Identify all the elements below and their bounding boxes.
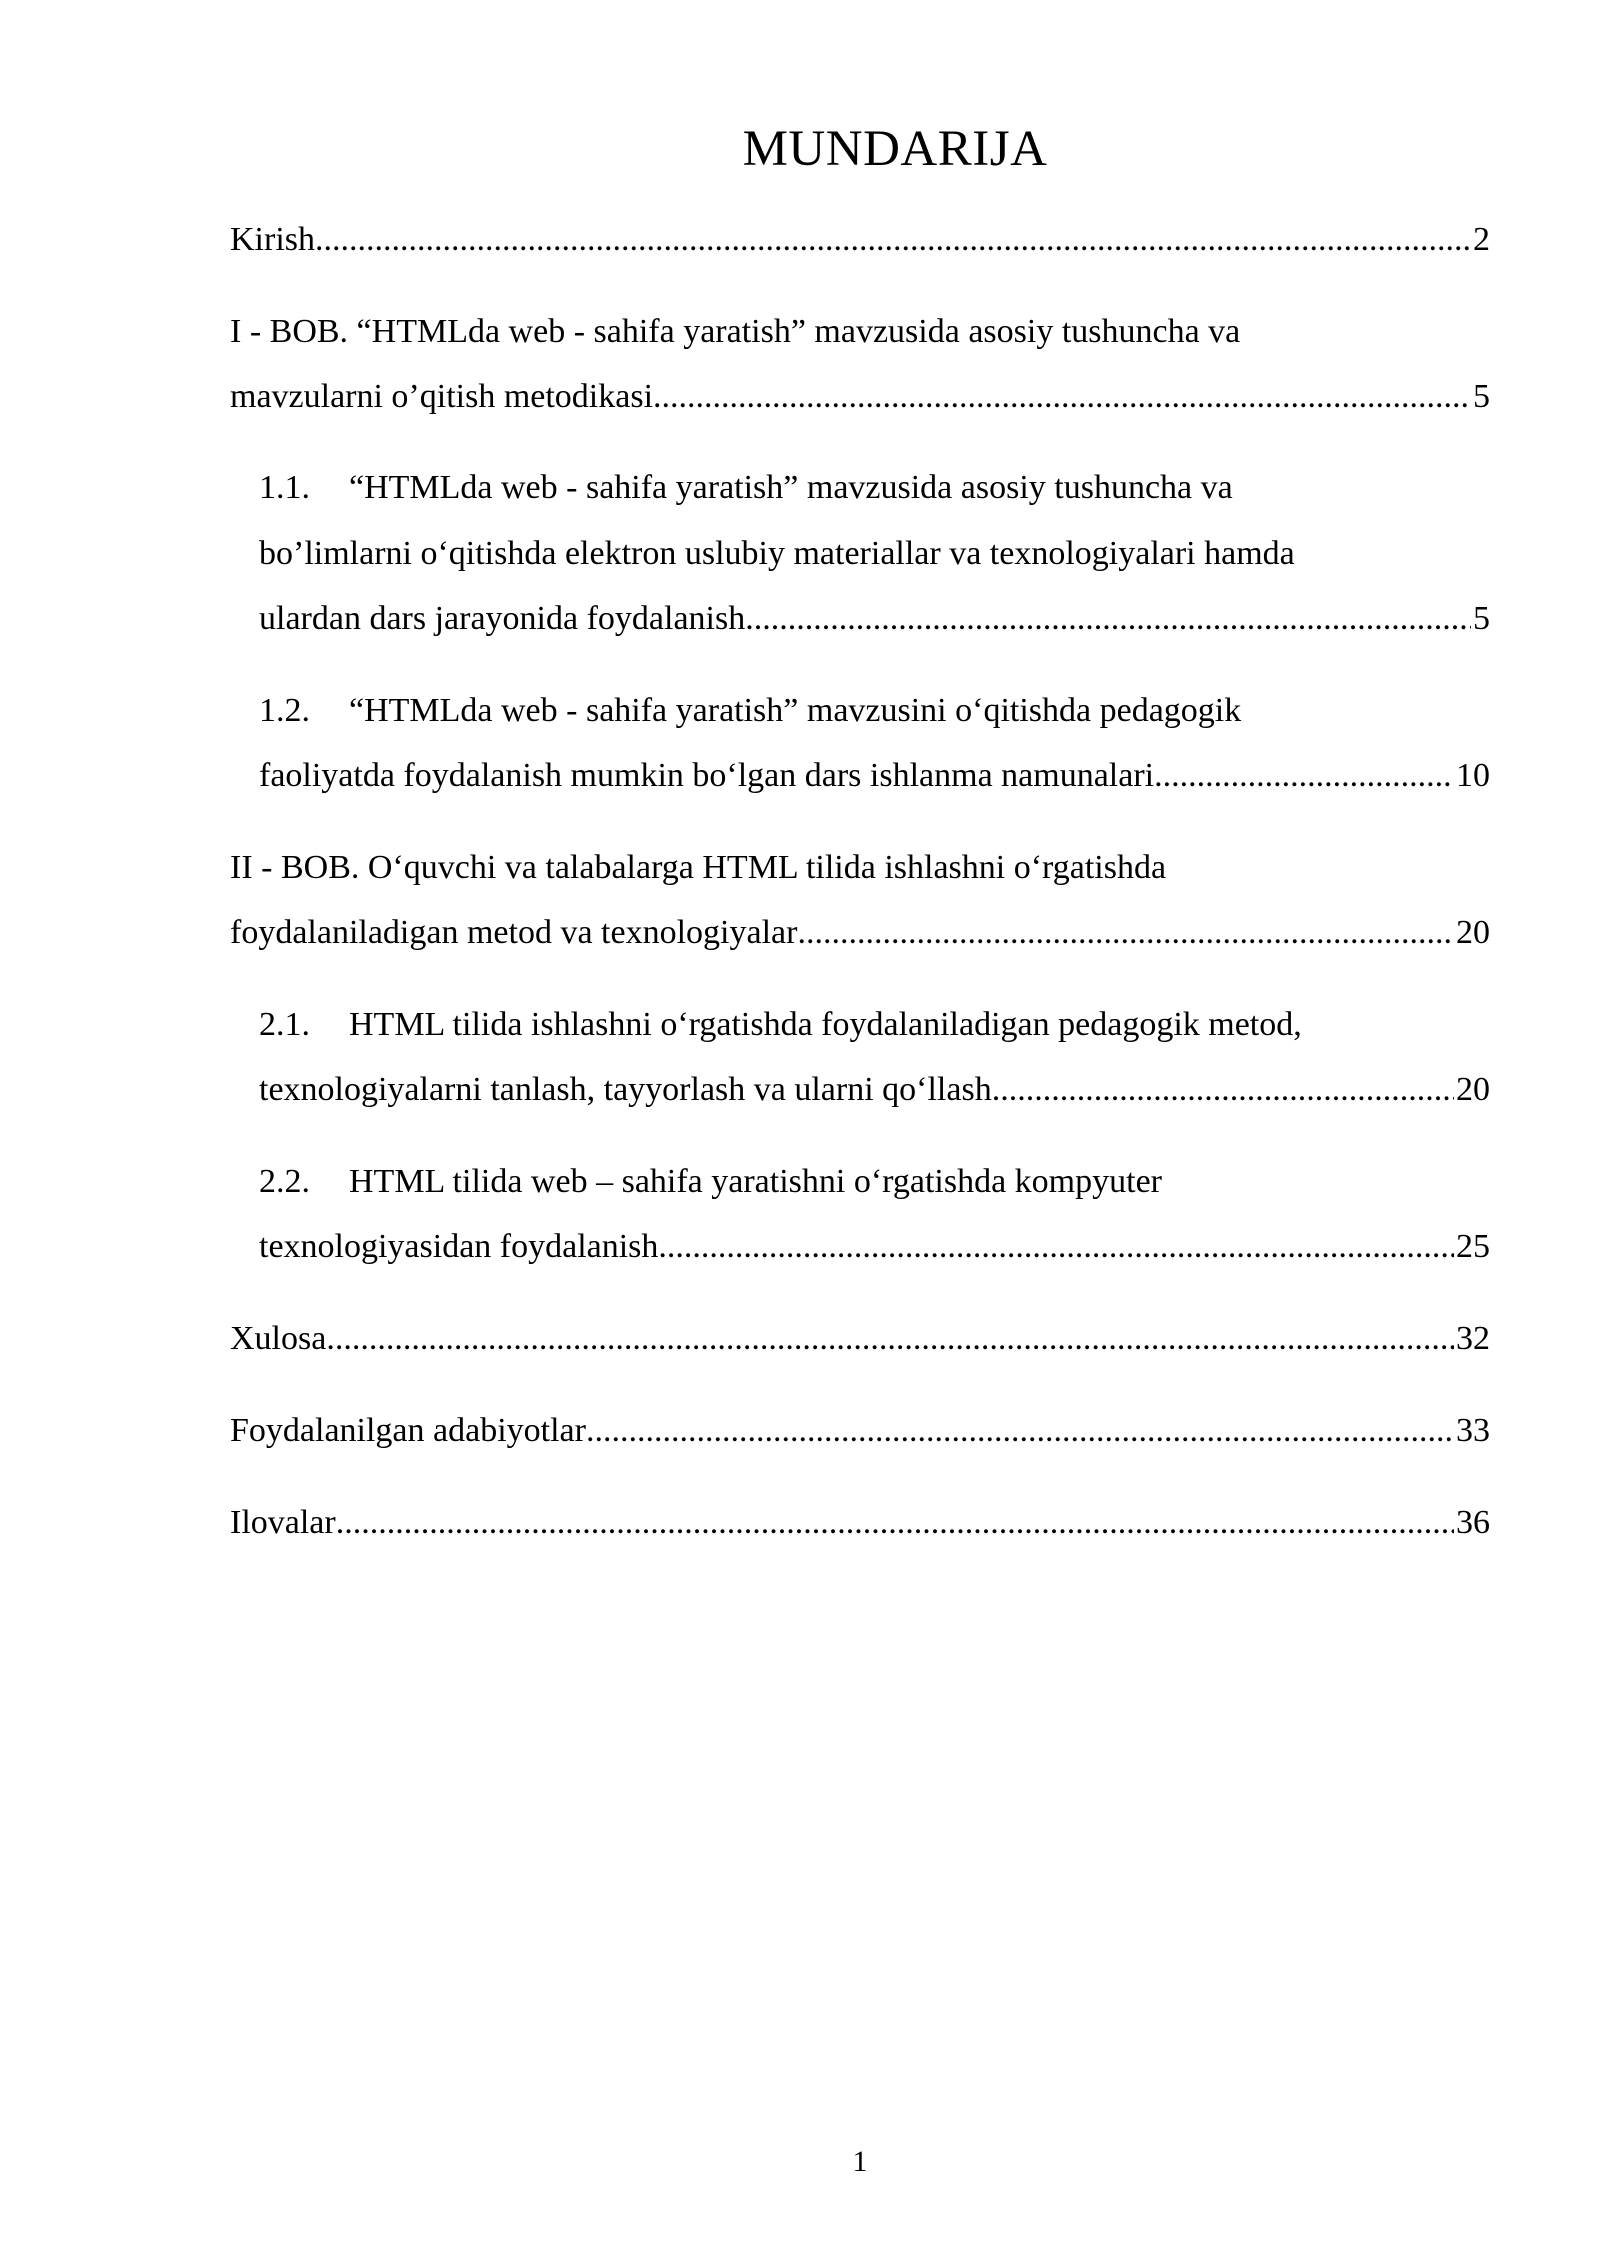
- section-number: 2.1.: [259, 1006, 310, 1043]
- toc-entry-title: mavzularni o’qitish metodikasi: [230, 378, 654, 415]
- page-title: MUNDARIJA: [742, 121, 1048, 177]
- toc-entry-title: Xulosa: [230, 1320, 327, 1357]
- toc-line: [259, 754, 1490, 798]
- toc-page-number: 36: [1456, 1504, 1490, 1541]
- toc-entry-title: Kirish: [230, 221, 315, 258]
- toc-entry-title: Foydalanilgan adabiyotlar: [230, 1412, 586, 1449]
- toc-line: [259, 1068, 1490, 1112]
- toc-line: [259, 466, 1490, 510]
- toc-line: [259, 597, 1490, 641]
- toc-entry-title: “HTMLda web - sahifa yaratish” mavzusini o‘qitishda pedagogik: [349, 692, 1242, 729]
- section-number: 1.2.: [259, 692, 310, 729]
- section-number: 1.1.: [259, 469, 310, 506]
- page-number: 1: [852, 2145, 868, 2178]
- toc-page-number: 2: [1473, 221, 1490, 258]
- dot-leader: [586, 1409, 1454, 1453]
- toc-line: [259, 1003, 1490, 1047]
- toc-entry-title: texnologiyasidan foydalanish: [259, 1228, 659, 1265]
- toc-page-number: 10: [1456, 757, 1490, 794]
- toc-entry-title: HTML tilida web – sahifa yaratishni o‘rgatishda kompyuter: [349, 1163, 1162, 1200]
- toc-entry-title: ulardan dars jarayonida foydalanish: [259, 600, 746, 637]
- toc-line: bo’limlarni o‘qitishda elektron uslubiy materiallar va texnologiyalari hamda: [259, 535, 1295, 572]
- toc-page-number: 20: [1456, 1071, 1490, 1108]
- toc-line: [230, 218, 1490, 262]
- dot-leader: [797, 911, 1454, 955]
- toc-entry-title: foydalaniladigan metod va texnologiyalar: [230, 914, 798, 951]
- toc-line: [230, 911, 1490, 955]
- toc-entry-title: faoliyatda foydalanish mumkin bo‘lgan dars ishlanma namunalari: [259, 757, 1155, 794]
- dot-leader: [653, 375, 1471, 419]
- toc-line: [230, 1317, 1490, 1361]
- dot-leader: [658, 1225, 1454, 1269]
- dot-leader: [326, 1317, 1454, 1361]
- toc-page-number: 33: [1456, 1412, 1490, 1449]
- toc-line: [259, 689, 1490, 733]
- dot-leader: [992, 1068, 1454, 1112]
- toc-line: [230, 1409, 1490, 1453]
- toc-line: [230, 375, 1490, 419]
- toc-page-number: 25: [1456, 1228, 1490, 1265]
- toc-line: [230, 1501, 1490, 1545]
- toc-page-number: 32: [1456, 1320, 1490, 1357]
- toc-line: I - BOB. “HTMLda web - sahifa yaratish” mavzusida asosiy tushuncha va: [230, 313, 1241, 350]
- dot-leader: [1154, 754, 1454, 798]
- toc-line: II - BOB. O‘quvchi va talabalarga HTML tilida ishlashni o‘rgatishda: [230, 849, 1167, 886]
- toc-page-number: 20: [1456, 914, 1490, 951]
- toc-line: [259, 1225, 1490, 1269]
- toc-entry-title: Ilovalar: [230, 1504, 336, 1541]
- toc-line: [259, 1160, 1490, 1204]
- toc-entry-title: HTML tilida ishlashni o‘rgatishda foydalaniladigan pedagogik metod,: [349, 1006, 1302, 1043]
- dot-leader: [336, 1501, 1454, 1545]
- toc-page-number: 5: [1473, 600, 1490, 637]
- toc-page-number: 5: [1473, 378, 1490, 415]
- toc-entry-title: texnologiyalarni tanlash, tayyorlash va ularni qo‘llash: [259, 1071, 992, 1108]
- dot-leader: [745, 597, 1471, 641]
- toc-entry-title: “HTMLda web - sahifa yaratish” mavzusida asosiy tushuncha va: [349, 469, 1233, 506]
- dot-leader: [315, 218, 1471, 262]
- section-number: 2.2.: [259, 1163, 310, 1200]
